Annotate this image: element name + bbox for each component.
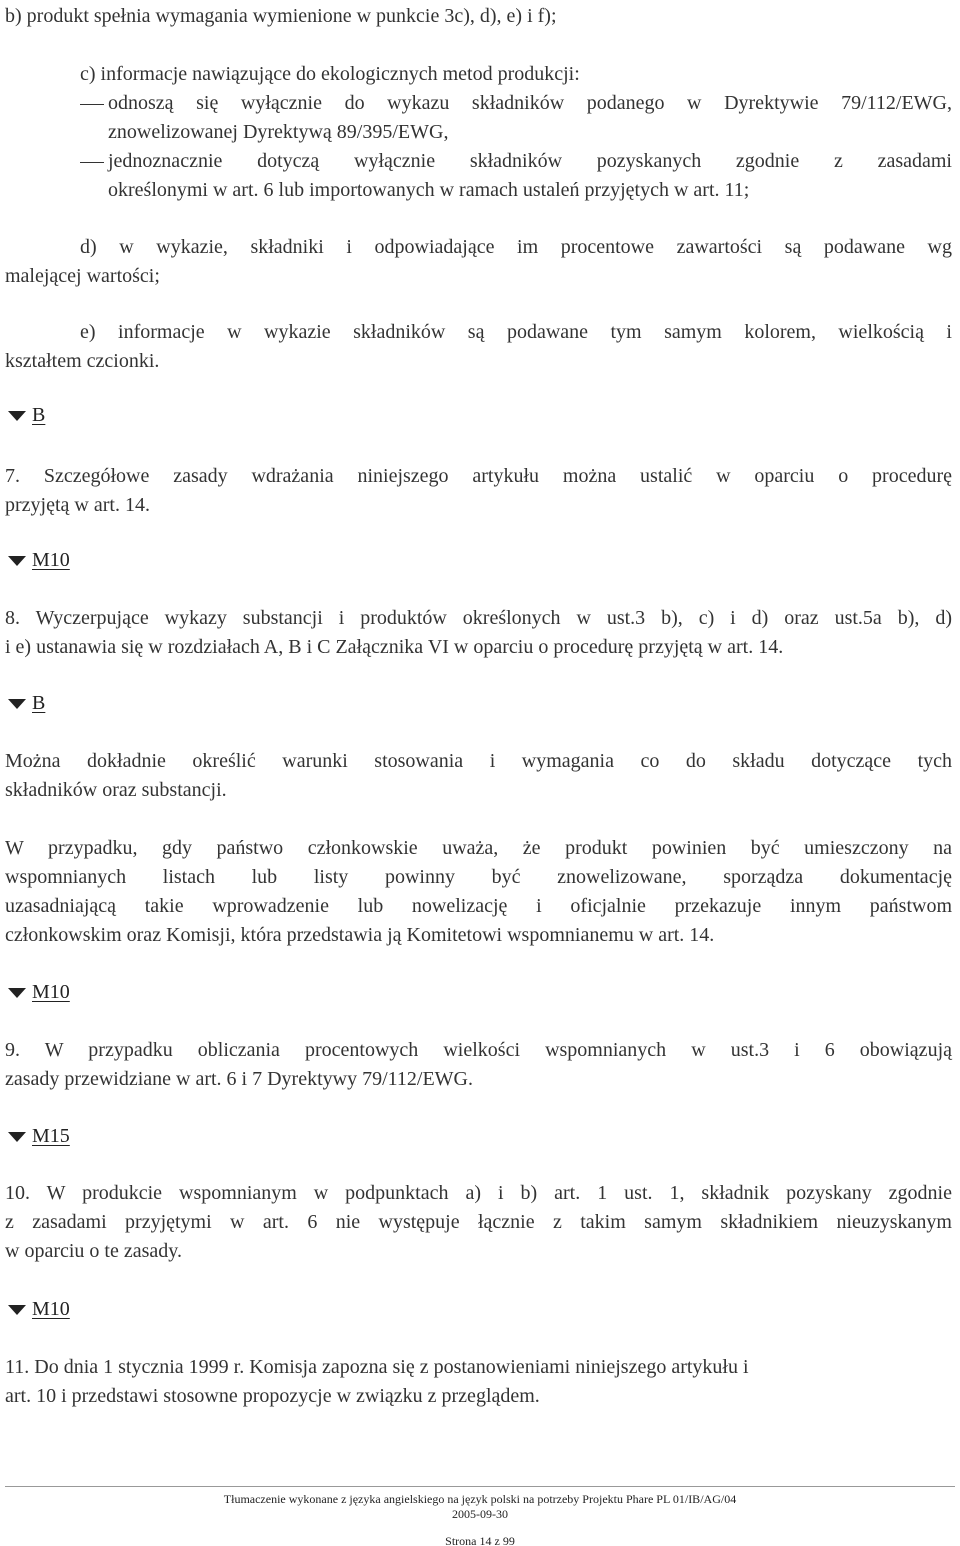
- text-line: składników oraz substancji.: [5, 779, 227, 801]
- triangle-down-icon: [8, 556, 26, 566]
- text-line: 8. Wyczerpujące wykazy substancji i produktów określonych w ust.3 b), c) i d) oraz ust.5a b), d): [5, 607, 952, 629]
- text-line: znowelizowanej Dyrektywą 89/395/EWG,: [108, 121, 449, 143]
- text-line: jednoznacznie dotyczą wyłącznie składników pozyskanych zgodnie z zasadami: [108, 150, 952, 172]
- text-line: członkowskim oraz Komisji, która przedstawia ją Komitetowi wspomnianemu w art. 14.: [5, 924, 715, 946]
- triangle-down-icon: [8, 1132, 26, 1142]
- text-line: 9. W przypadku obliczania procentowych wielkości wspomnianych w ust.3 i 6 obowiązują: [5, 1039, 952, 1061]
- text-line: 11. Do dnia 1 stycznia 1999 r. Komisja zapozna się z postanowieniami niniejszego artykułu i: [5, 1356, 749, 1378]
- text-line: malejącej wartości;: [5, 265, 160, 287]
- text-line: 7. Szczegółowe zasady wdrażania niniejszego artykułu można ustalić w oparciu o procedurę: [5, 465, 952, 487]
- footer-divider: [5, 1486, 955, 1487]
- marker-label: M10: [32, 981, 70, 1003]
- marker-label: M15: [32, 1125, 70, 1147]
- triangle-down-icon: [8, 699, 26, 709]
- amendment-marker[interactable]: [8, 1295, 70, 1324]
- text-line: b) produkt spełnia wymagania wymienione w punkcie 3c), d), e) i f);: [5, 5, 557, 27]
- text-line: i e) ustanawia się w rozdziałach A, B i C Załącznika VI w oparciu o procedurę przyjętą w art. 14.: [5, 636, 784, 658]
- text-line: odnoszą się wyłącznie do wykazu składników podanego w Dyrektywie 79/112/EWG,: [108, 92, 952, 114]
- text-line: c) informacje nawiązujące do ekologicznych metod produkcji:: [80, 63, 580, 85]
- text-line: zasady przewidziane w art. 6 i 7 Dyrektywy 79/112/EWG.: [5, 1068, 473, 1090]
- footer-page-number: Strona 14 z 99: [445, 1534, 515, 1546]
- text-line: 10. W produkcie wspomnianym w podpunktach a) i b) art. 1 ust. 1, składnik pozyskany zgodnie: [5, 1182, 952, 1204]
- text-line: przyjętą w art. 14.: [5, 494, 150, 516]
- text-line: art. 10 i przedstawi stosowne propozycje w związku z przeglądem.: [5, 1385, 540, 1407]
- amendment-marker[interactable]: [8, 401, 45, 430]
- text-line: W przypadku, gdy państwo członkowskie uważa, że produkt powinien być umieszczony na: [5, 837, 952, 859]
- amendment-marker[interactable]: [8, 546, 70, 575]
- marker-label: M10: [32, 549, 70, 571]
- text-line: kształtem czcionki.: [5, 350, 160, 372]
- text-line: z zasadami przyjętymi w art. 6 nie występuje łącznie z takim samym składnikiem nieuzyskanym: [5, 1211, 952, 1233]
- footer-date: 2005-09-30: [452, 1507, 508, 1521]
- amendment-marker[interactable]: [8, 978, 70, 1007]
- text-line: e) informacje w wykazie składników są podawane tym samym kolorem, wielkością i: [80, 321, 952, 343]
- text-line: określonymi w art. 6 lub importowanych w ramach ustaleń przyjętych w art. 11;: [108, 179, 750, 201]
- text-line: uzasadniającą takie wprowadzenie lub nowelizację i oficjalnie przekazuje innym państwom: [5, 895, 952, 917]
- text-line: d) w wykazie, składniki i odpowiadające im procentowe zawartości są podawane wg: [80, 236, 952, 258]
- triangle-down-icon: [8, 988, 26, 998]
- text-line: Można dokładnie określić warunki stosowania i wymagania co do składu dotyczące tych: [5, 750, 952, 772]
- marker-label: M10: [32, 1298, 70, 1320]
- triangle-down-icon: [8, 1305, 26, 1315]
- marker-label: B: [32, 404, 46, 426]
- text-line: w oparciu o te zasady.: [5, 1240, 182, 1262]
- footer-translation-note: Tłumaczenie wykonane z języka angielskiego na język polski na potrzeby Projektu Phare PL 01/IB/AG/04: [223, 1492, 737, 1506]
- amendment-marker[interactable]: [8, 1122, 70, 1151]
- amendment-marker[interactable]: [8, 689, 45, 718]
- text-line: wspomnianych listach lub listy powinny być znowelizowane, sporządza dokumentację: [5, 866, 952, 888]
- marker-label: B: [32, 692, 46, 714]
- triangle-down-icon: [8, 411, 26, 421]
